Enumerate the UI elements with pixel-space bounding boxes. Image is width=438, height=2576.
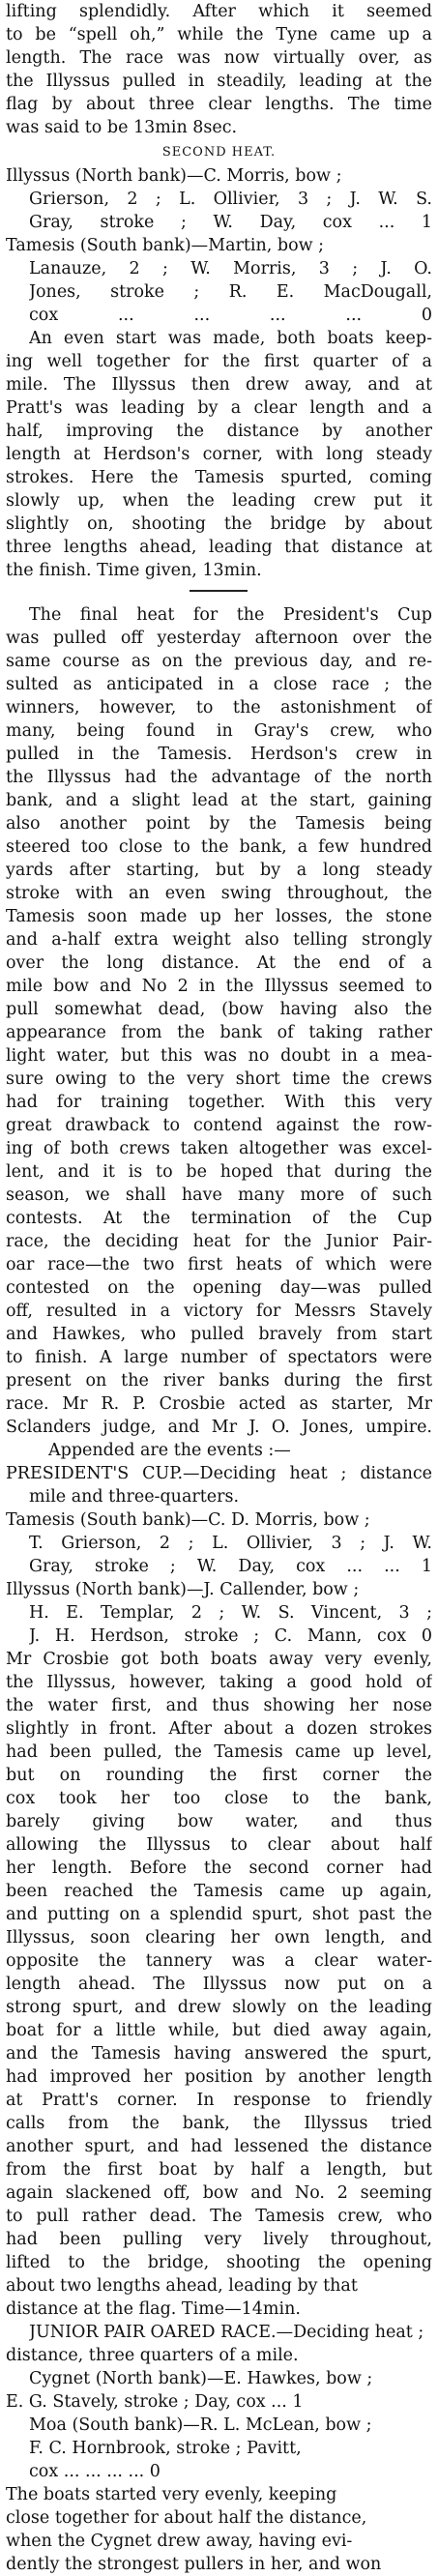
crew-line: Tamesis (South bank)—C. D. Morris, bow ; <box>6 1510 370 1530</box>
text-line: about two lengths ahead, leading by that <box>6 2276 358 2296</box>
text-line: mile. The Illyssus then drew away, and at <box>6 375 432 395</box>
text-line: lifting splendidly. After which it seemed <box>6 2 432 21</box>
crew-line: T. Grierson, 2 ; L. Ollivier, 3 ; J. W. <box>29 1534 432 1553</box>
text-line: lent, and it is to be hoped that during the <box>6 1162 432 1182</box>
text-line: had improved her position by another length <box>6 2067 432 2087</box>
text-line: sulted as anticipated in a close race ; the <box>6 675 432 694</box>
crew-line: Illyssus (North bank)—C. Morris, bow ; <box>6 166 342 186</box>
text-line: The boats started very evenly, keeping <box>6 2485 337 2504</box>
text-line: strong spurt, and drew slowly on the leading <box>6 1998 432 2017</box>
text-line: stroke with an even swing throughout, the <box>6 884 432 903</box>
text-line: when the Cygnet drew away, having evi- <box>6 2532 353 2551</box>
text-line: had been pulling very lively throughout, <box>6 2230 432 2249</box>
text-line: season, we shall have many more of such <box>6 1186 432 1205</box>
text-line: the Illyssus had the advantage of the north <box>6 768 432 787</box>
text-line: Illyssus, soon clearing her own length, and <box>6 1928 432 1947</box>
text-line: pulled in the Tamesis. Herdson's crew in <box>6 745 432 764</box>
text-line: Mr Crosbie got both boats away very evenly, <box>6 1650 432 1669</box>
crew-line: F. C. Hornbrook, stroke ; Pavitt, <box>29 2439 302 2458</box>
text-line: had been pulled, the Tamesis came up level, <box>6 1742 432 1762</box>
text-line: light water, but this was no doubt in a mea- <box>6 1046 432 1066</box>
text-line: ing of both crews taken altogether was excel- <box>6 1139 432 1158</box>
text-line: steered too close to the bank, a few hundred <box>6 837 432 857</box>
crew-line: Illyssus (North bank)—J. Callender, bow ; <box>6 1580 360 1599</box>
text-line: the Illyssus pulled in steadily, leading at the <box>6 72 432 91</box>
text-line: off, resulted in a victory for Messrs Stavely <box>6 1302 432 1321</box>
text-line: again slackened off, bow and No. 2 seeming <box>6 2183 432 2203</box>
crew-line: Gray, stroke ; W. Day, cox ... ... 1 <box>29 1557 432 1576</box>
text-line: cox took her too close to the bank, <box>6 1789 432 1808</box>
crew-line: cox ... ... ... ... 0 <box>29 306 432 325</box>
text-line: and putting on a splendid spurt, shot past the <box>6 1905 432 1924</box>
text-line: the Illyssus, however, taking a good hold of <box>6 1673 432 1692</box>
text-line: flag by about three clear lengths. The time <box>6 95 432 114</box>
text-line: contested on the opening day—was pulled <box>6 1278 432 1298</box>
text-line: and Hawkes, who pulled bravely from start <box>6 1325 432 1344</box>
crew-line: Cygnet (North bank)—E. Hawkes, bow ; <box>29 2369 373 2388</box>
text-line: opposite the tannery was a clear water- <box>6 1951 432 1971</box>
text-line: Tamesis soon made up her losses, the stone <box>6 907 432 926</box>
text-line: strokes. Here the Tamesis spurted, coming <box>6 468 432 487</box>
crew-line: Moa (South bank)—R. L. McLean, bow ; <box>29 2415 372 2435</box>
text-line: The final heat for the President's Cup <box>29 605 432 625</box>
text-line: present on the river banks during the first <box>6 1371 432 1390</box>
text-line: great drawback to contend against the row- <box>6 1116 432 1135</box>
event-subheading: mile and three-quarters. <box>29 1487 240 1507</box>
text-line: the water first, and thus showing her nose <box>6 1696 432 1715</box>
text-line: to pull rather dead. The Tamesis crew, who <box>6 2207 432 2226</box>
event-heading: distance at the flag. Time—14min. <box>6 2299 301 2319</box>
text-line: at Pratt's corner. In response to friendly <box>6 2091 432 2110</box>
text-line: contests. At the termination of the Cup <box>6 1209 432 1228</box>
crew-line: distance, three quarters of a mile. <box>6 2346 299 2365</box>
crew-line: Gray, stroke ; W. Day, cox ... 1 <box>29 213 432 232</box>
section-divider <box>190 590 248 592</box>
crew-line: Grierson, 2 ; L. Ollivier, 3 ; J. W. S. <box>29 190 432 209</box>
text-line: three lengths ahead, leading that distance at <box>6 538 432 557</box>
text-line: and a-half extra weight also telling strongly <box>6 930 432 950</box>
text-line: bank, and a slight lead at the start, gaining <box>6 791 432 810</box>
text-line: slightly in front. After about a dozen strokes <box>6 1719 432 1739</box>
text-line: pull somewhat dead, (bow having also the <box>6 1000 432 1019</box>
text-line: allowing the Illyssus to clear about half <box>6 1835 432 1855</box>
text-line: was pulled off yesterday afternoon over the <box>6 629 432 648</box>
crew-line: Jones, stroke ; R. E. MacDougall, <box>29 282 432 302</box>
text-line: slowly up, when the leading crew put it <box>6 491 432 511</box>
crew-line: H. E. Templar, 2 ; W. S. Vincent, 3 ; <box>29 1603 432 1623</box>
text-line: was said to be 13min 8sec. <box>6 118 238 137</box>
text-line: to be “spell oh,” while the Tyne came up a <box>6 25 432 44</box>
text-line: from the first boat by half a length, but <box>6 2160 432 2180</box>
crew-line: Lanauze, 2 ; W. Morris, 3 ; J. O. <box>29 259 432 278</box>
text-line: been reached the Tamesis came up again, <box>6 1882 432 1901</box>
text-line: winners, however, to the astonishment of <box>6 698 432 717</box>
text-line: close together for about half the distance, <box>6 2508 367 2528</box>
text-line: the finish. Time given, 13min. <box>6 561 262 580</box>
text-line: but on rounding the first corner the <box>6 1766 432 1785</box>
crew-line: Tamesis (South bank)—Martin, bow ; <box>6 236 325 255</box>
event-subheading: JUNIOR PAIR OARED RACE.—Deciding heat ; <box>29 2323 424 2342</box>
text-line: sure owing to the very short time the crews <box>6 1069 432 1089</box>
text-line: race, the deciding heat for the Junior Pair- <box>6 1232 432 1251</box>
text-line: barely giving bow water, and thus <box>6 1812 432 1831</box>
text-line: yards after starting, but by a long steady <box>6 861 432 880</box>
event-heading: PRESIDENT'S CUP.—Deciding heat ; distance <box>6 1464 432 1483</box>
text-line: dently the strongest pullers in her, and won <box>6 2555 382 2574</box>
text-line: Appended are the events :— <box>48 1441 291 1460</box>
text-line: Pratt's was leading by a clear length and a <box>6 398 432 418</box>
text-line: appearance from the bank of taking rather <box>6 1023 432 1042</box>
text-line: race. Mr R. P. Crosbie acted as starter, Mr <box>6 1394 432 1414</box>
text-line: her length. Before the second corner had <box>6 1859 432 1878</box>
text-line: over the long distance. At the end of a <box>6 953 432 973</box>
text-line: many, being found in Gray's crew, who <box>6 721 432 741</box>
text-line: same course as on the previous day, and re- <box>6 652 432 671</box>
text-line: ing well together for the first quarter of a <box>6 352 432 371</box>
text-line: boat for a little while, but died away again, <box>6 2021 432 2040</box>
text-line: also another point by the Tamesis being <box>6 814 432 834</box>
crew-line: J. H. Herdson, stroke ; C. Mann, cox 0 <box>29 1626 432 1646</box>
text-line: oar race—the two first heats of which were <box>6 1255 432 1274</box>
text-line: cox ... ... ... ... 0 <box>29 2462 161 2481</box>
text-line: length at Herdson's corner, with long steady <box>6 445 432 464</box>
text-line: another spurt, and had lessened the distance <box>6 2137 432 2156</box>
text-line: length ahead. The Illyssus now put on a <box>6 1975 432 1994</box>
text-line: to finish. A large number of spectators were <box>6 1348 432 1367</box>
text-line: had for training together. With this very <box>6 1093 432 1112</box>
crew-line: E. G. Stavely, stroke ; Day, cox ... 1 <box>6 2392 304 2412</box>
text-line: slightly on, shooting the bridge by about <box>6 514 432 534</box>
section-heading: SECOND HEAT. <box>161 145 277 160</box>
text-line: length. The race was now virtually over, as <box>6 48 432 68</box>
text-line: and the Tamesis having answered the spurt, <box>6 2044 432 2064</box>
text-line: Sclanders judge, and Mr J. O. Jones, umpire. <box>6 1418 432 1437</box>
text-line: mile bow and No 2 in the Illyssus seemed to <box>6 977 432 996</box>
text-line: calls from the bank, the Illyssus tried <box>6 2114 432 2133</box>
text-line: An even start was made, both boats keep- <box>29 329 432 348</box>
text-line: lifted to the bridge, shooting the opening <box>6 2253 432 2272</box>
text-line: half, improving the distance by another <box>6 422 432 441</box>
